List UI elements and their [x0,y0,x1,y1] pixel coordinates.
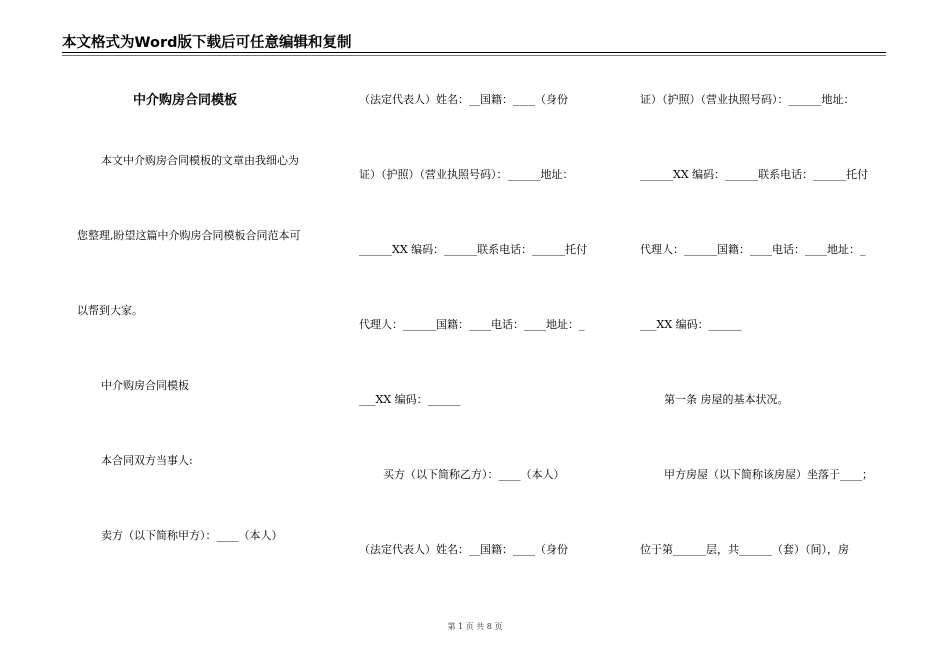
paragraph-line: 甲方房屋（以下简称该房屋）坐落于____； [664,468,873,481]
paragraph-line: ___XX 编码：______ [359,393,461,406]
document-header: 本文格式为Word版下载后可任意编辑和复制 [62,35,352,51]
paragraph-line: 您整理,盼望这篇中介购房合同模板合同范本可 [77,229,301,242]
column-1 [77,0,327,672]
paragraph-line: 本合同双方当事人: [101,454,193,467]
page-footer: 第 1 页 共 8 页 [447,622,503,631]
paragraph-line: 证）（护照）（营业执照号码）：______地址： [359,168,574,181]
paragraph-line: 买方（以下简称乙方）：____（本人） [383,468,565,481]
paragraph-line: 代理人：______国籍：____电话：____地址：_ [640,243,866,256]
paragraph-line: 以帮到大家。 [77,304,143,317]
paragraph-line: 本文中介购房合同模板的文章由我细心为 [101,154,299,167]
column-2 [359,0,609,672]
paragraph-line: （法定代表人）姓名：__国籍：____（身份 [359,93,568,106]
paragraph-line: ______XX 编码：______联系电话：______托付 [359,243,588,256]
section-heading: 第一条 房屋的基本状况。 [664,393,789,406]
paragraph-line: （法定代表人）姓名：__国籍：____（身份 [359,543,568,556]
section-heading: 中介购房合同模板 [101,379,189,392]
document-title: 中介购房合同模板 [133,93,238,108]
paragraph-line: ___XX 编码：______ [640,318,742,331]
paragraph-line: 位于第______层，共______（套）（间），房 [640,543,849,556]
paragraph-line: 卖方（以下简称甲方）：____（本人） [101,529,283,542]
paragraph-line: 代理人：______国籍：____电话：____地址：_ [359,318,585,331]
column-3 [640,0,890,672]
paragraph-line: ______XX 编码：______联系电话：______托付 [640,168,869,181]
paragraph-line: 证）（护照）（营业执照号码）：______地址： [640,93,855,106]
